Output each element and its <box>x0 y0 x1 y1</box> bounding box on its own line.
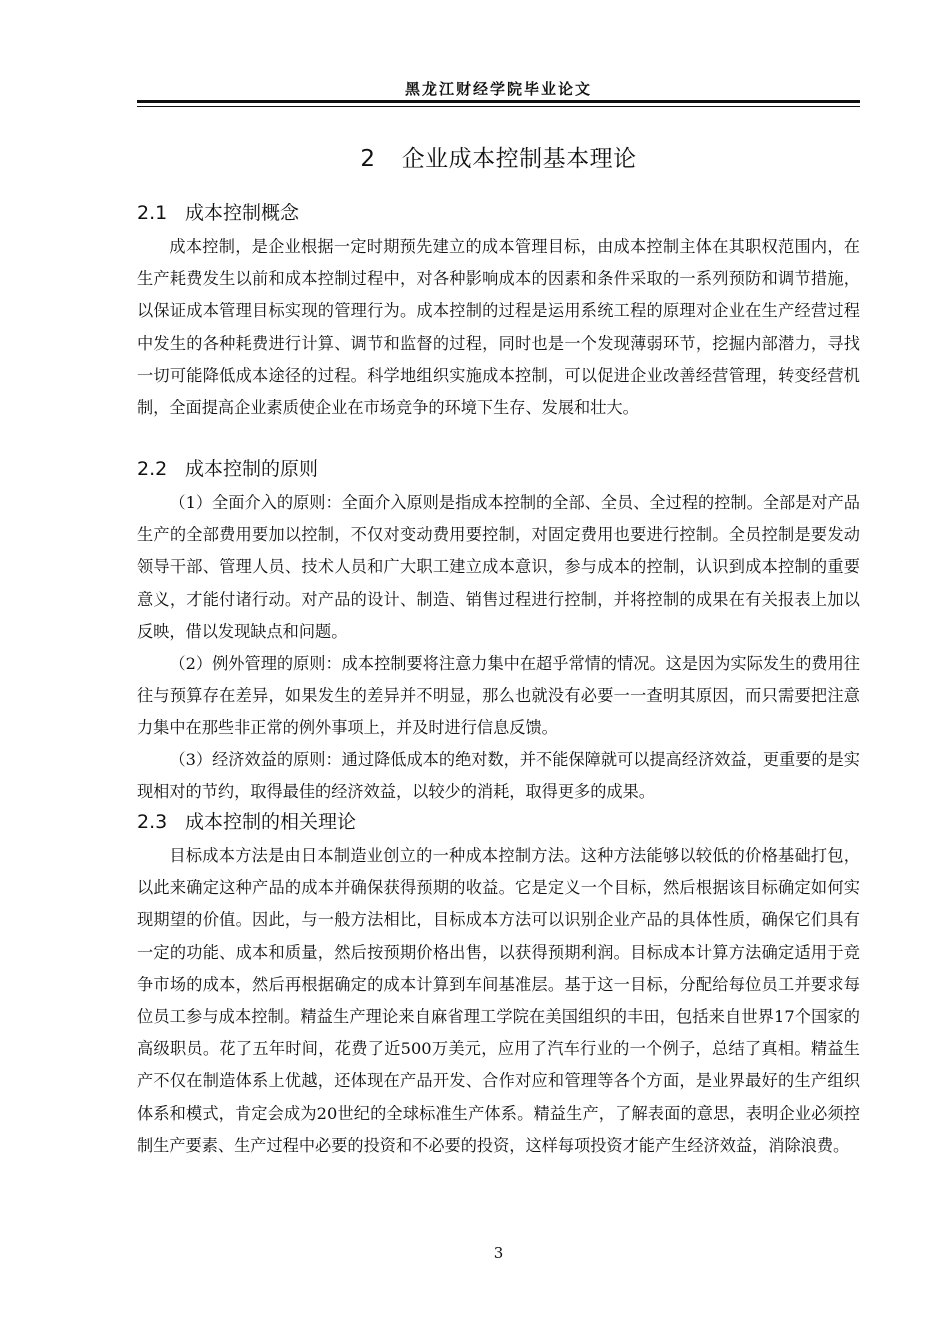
section-number: 2.3 <box>137 811 168 833</box>
section-title: 成本控制的原则 <box>185 458 319 480</box>
running-header: 黑龙江财经学院毕业论文 <box>404 80 592 98</box>
section-heading-2-1 <box>137 200 860 226</box>
page-number: 3 <box>493 1244 504 1262</box>
section-heading-2-2 <box>137 456 860 482</box>
chapter-number: 2 <box>360 146 376 172</box>
section-title: 成本控制的相关理论 <box>185 811 357 833</box>
chapter-title <box>137 140 860 173</box>
chapter-title-text: 企业成本控制基本理论 <box>401 146 637 172</box>
header-rule-thick <box>137 100 860 103</box>
header-rule-thin <box>137 106 860 107</box>
paragraph-principle-economic-benefit: （3）经济效益的原则：通过降低成本的绝对数，并不能保障就可以提高经济效益，更重要的是实现相对的节约，取得最佳的经济效益，以较少的消耗，取得更多的成果。 <box>137 750 860 802</box>
paragraph-related-theories: 目标成本方法是由日本制造业创立的一种成本控制方法。这种方法能够以较低的价格基础打包，以此来确定这种产品的成本并确保获得预期的收益。它是定义一个目标，然后根据该目标确定如何实现期望的价值。因此，与一般方法相比，目标成本方法可以识别企业产品的具体性质，确保它们具有一定的功能、成本和质量，然后按预期价格出售，以获得预期利润。目标成本计算方法确定适用于竞争市场的成本，然后再根据确定的成本计算到车间基准层。基于这一目标，分配给每位员工并要求每位员工参与成本控制。精益生产理论来自麻省理工学院在美国组织的丰田，包括来自世界17个国家的高级职员。花了五年时间，花费了近500万美元，应用了汽车行业的一个例子，总结了真相。精益生产不仅在制造体系上优越，还体现在产品开发、合作对应和管理等各个方面，是业界最好的生产组织体系和模式，肯定会成为20世纪的全球标准生产体系。精益生产，了解表面的意思，表明企业必须控制生产要素、生产过程中必要的投资和不必要的投资，这样每项投资才能产生经济效益，消除浪费。 <box>137 846 860 1155</box>
paragraph-principle-exception-management: （2）例外管理的原则：成本控制要将注意力集中在超乎常情的情况。这是因为实际发生的费用往往与预算存在差异，如果发生的差异并不明显，那么也就没有必要一一查明其原因，而只需要把注意力集中在那些非正常的例外事项上，并及时进行信息反馈。 <box>137 654 860 738</box>
section-title: 成本控制概念 <box>185 202 300 224</box>
section-number: 2.2 <box>137 458 168 480</box>
section-number: 2.1 <box>137 202 168 224</box>
paragraph-cost-control-concept: 成本控制，是企业根据一定时期预先建立的成本管理目标，由成本控制主体在其职权范围内，在生产耗费发生以前和成本控制过程中，对各种影响成本的因素和条件采取的一系列预防和调节措施，以保证成本管理目标实现的管理行为。成本控制的过程是运用系统工程的原理对企业在生产经营过程中发生的各种耗费进行计算、调节和监督的过程，同时也是一个发现薄弱环节，挖掘内部潜力，寻找一切可能降低成本途径的过程。科学地组织实施成本控制，可以促进企业改善经营管理，转变经营机制，全面提高企业素质使企业在市场竞争的环境下生存、发展和壮大。 <box>137 237 860 418</box>
section-heading-2-3 <box>137 809 860 835</box>
paragraph-principle-full-involvement: （1）全面介入的原则：全面介入原则是指成本控制的全部、全员、全过程的控制。全部是对产品生产的全部费用要加以控制，不仅对变动费用要控制，对固定费用也要进行控制。全员控制是要发动领导干部、管理人员、技术人员和广大职工建立成本意识，参与成本的控制，认识到成本控制的重要意义，才能付诸行动。对产品的设计、制造、销售过程进行控制，并将控制的成果在有关报表上加以反映，借以发现缺点和问题。 <box>137 493 860 641</box>
